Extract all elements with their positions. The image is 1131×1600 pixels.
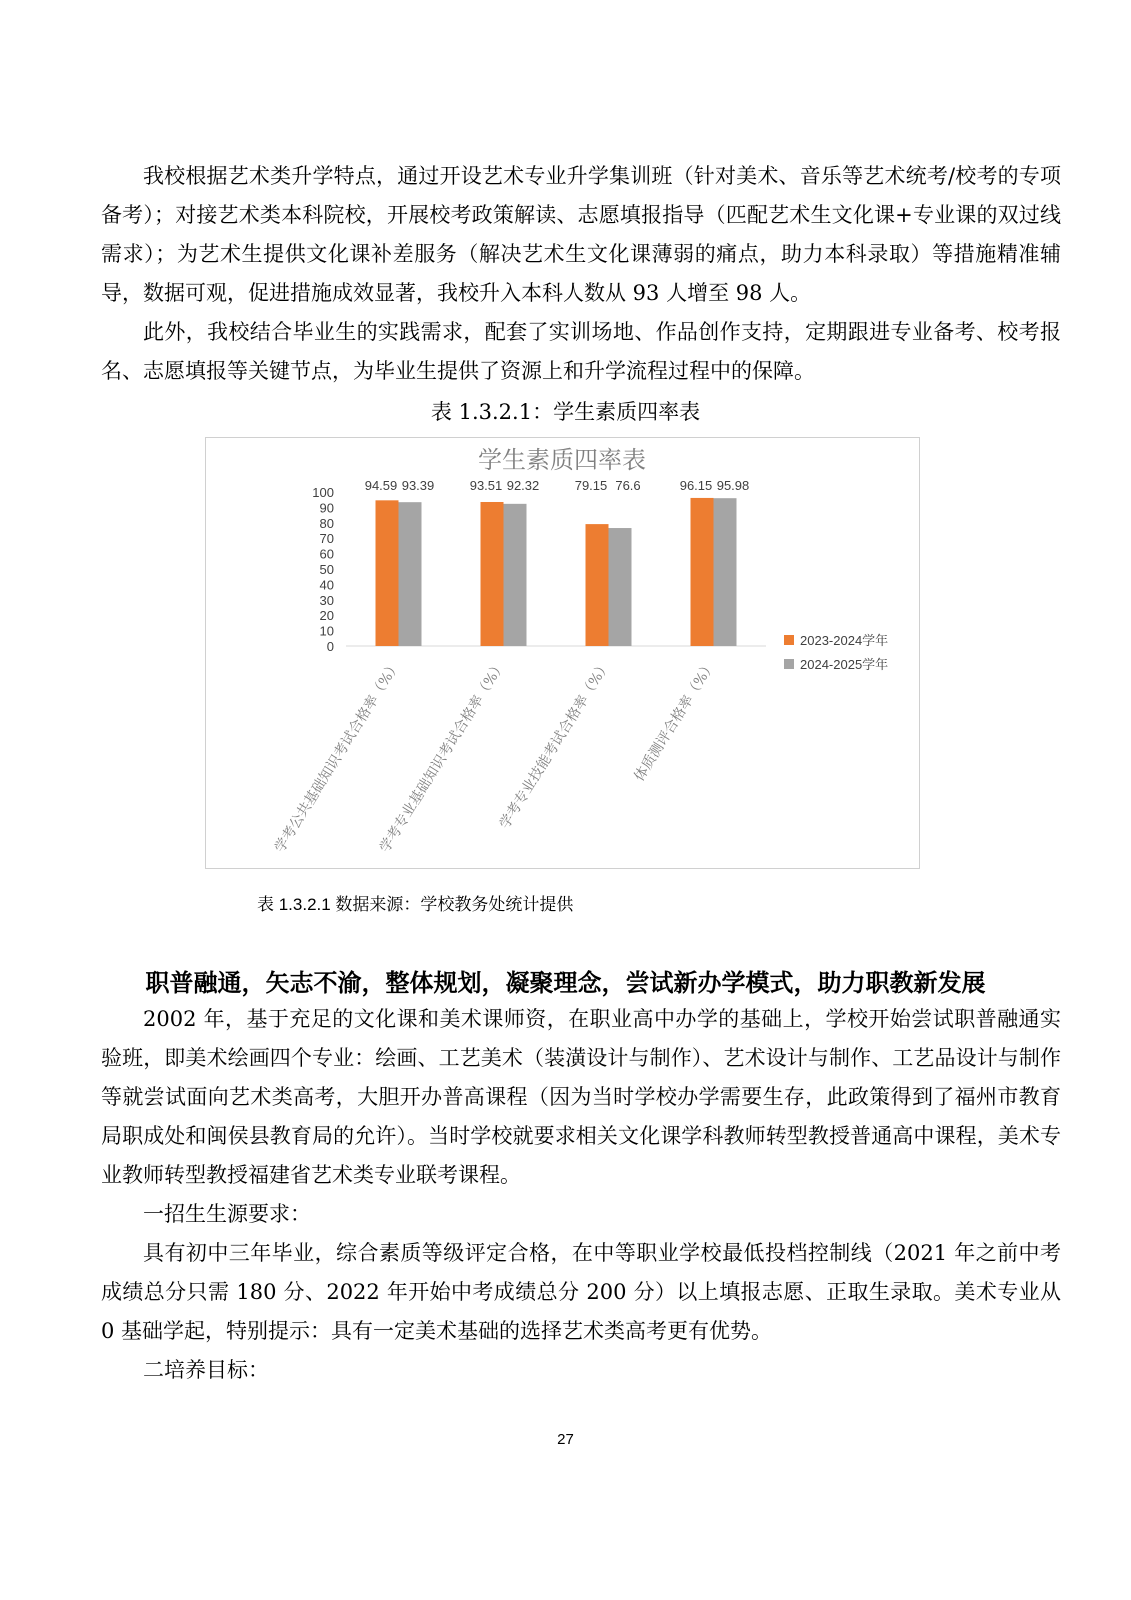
data-label: 96.15: [679, 478, 713, 493]
bar: [586, 524, 609, 646]
y-tick-label: 70: [319, 531, 334, 547]
bar: [609, 528, 632, 646]
category-label: 学考专业基础知识考试合格率（%）: [376, 657, 509, 856]
y-tick-label: 60: [319, 546, 334, 562]
category-label: 学考公共基础知识考试合格率（%）: [271, 657, 404, 856]
data-label: 93.51: [469, 478, 503, 493]
bar: [376, 500, 399, 646]
paragraph-practice-support: 此外，我校结合毕业生的实践需求，配套了实训场地、作品创作支持，定期跟进专业备考、校考报名、志愿填报等关键节点，为毕业生提供了资源上和升学流程过程中的保障。: [101, 320, 1061, 383]
data-label: 93.39: [401, 478, 435, 493]
bar: [399, 502, 422, 646]
paragraph-enrollment-requirements: 具有初中三年毕业，综合素质等级评定合格，在中等职业学校最低投档控制线（2021 年之前中考成绩总分只需 180 分、2022 年开始中考成绩总分 200 分）以上填报志愿、正取生录取。美术专业从 0 基础学起，特别提示：具有一定美术基础的选择艺术类高考更有优势。: [101, 1241, 1061, 1343]
chart-title: 学生素质四率表: [478, 446, 646, 474]
data-label: 95.98: [716, 478, 750, 493]
section-heading: 职普融通，矢志不渝，整体规划，凝聚理念，尝试新办学模式，助力职教新发展: [145, 969, 986, 997]
paragraph-history: 2002 年，基于充足的文化课和美术课师资，在职业高中办学的基础上，学校开始尝试职普融通实验班，即美术绘画四个专业：绘画、工艺美术（装潢设计与制作）、艺术设计与制作、工艺品设计与制作等就尝试面向艺术类高考，大胆开办普高课程（因为当时学校办学需要生存，此政策得到了福州市教育局职成处和闽侯县教育局的允许）。当时学校就要求相关文化课学科教师转型教授普通高中课程，美术专业教师转型教授福建省艺术类专业联考课程。: [101, 1007, 1061, 1187]
legend-label: 2024-2025学年: [800, 657, 889, 672]
data-label: 79.15: [574, 478, 608, 493]
category-label: 体质测评合格率（%）: [631, 657, 719, 785]
quality-rate-chart: [205, 437, 920, 869]
y-tick-label: 50: [319, 562, 334, 577]
legend-label: 2023-2024学年: [800, 633, 889, 648]
paragraph-training-goal-title: 二培养目标：: [143, 1358, 269, 1382]
y-tick-label: 90: [319, 500, 334, 516]
y-tick-label: 40: [319, 577, 334, 593]
y-tick-label: 30: [319, 592, 334, 608]
table-caption: 表 1.3.2.1：学生素质四率表: [430, 400, 701, 424]
bar: [691, 498, 714, 646]
data-source-note: 表 1.3.2.1 数据来源：学校教务处统计提供: [257, 895, 574, 914]
paragraph-admission-measures: 我校根据艺术类升学特点，通过开设艺术专业升学集训班（针对美术、音乐等艺术统考/校考的专项备考）；对接艺术类本科院校，开展校考政策解读、志愿填报指导（匹配艺术生文化课+专业课的双过线需求）；为艺术生提供文化课补差服务（解决艺术生文化课薄弱的痛点，助力本科录取）等措施精准辅导，数据可观，促进措施成效显著，我校升入本科人数从 93 人增至 98 人。: [101, 164, 1061, 305]
y-tick-label: 20: [319, 608, 334, 624]
bar: [504, 504, 527, 646]
bar: [481, 502, 504, 646]
data-label: 94.59: [364, 478, 398, 493]
y-tick-label: 0: [326, 639, 334, 654]
y-tick-label: 80: [319, 515, 334, 531]
data-label: 76.6: [615, 478, 641, 493]
y-tick-label: 10: [319, 623, 334, 639]
bar: [714, 498, 737, 646]
category-label: 学考专业技能考试合格率（%）: [496, 657, 614, 832]
page-number: 27: [557, 1431, 574, 1448]
legend-swatch: [784, 635, 794, 645]
paragraph-enrollment-title: 一招生生源要求：: [143, 1202, 311, 1226]
legend-swatch: [784, 659, 794, 669]
data-label: 92.32: [506, 478, 540, 493]
y-tick-label: 100: [312, 485, 334, 500]
